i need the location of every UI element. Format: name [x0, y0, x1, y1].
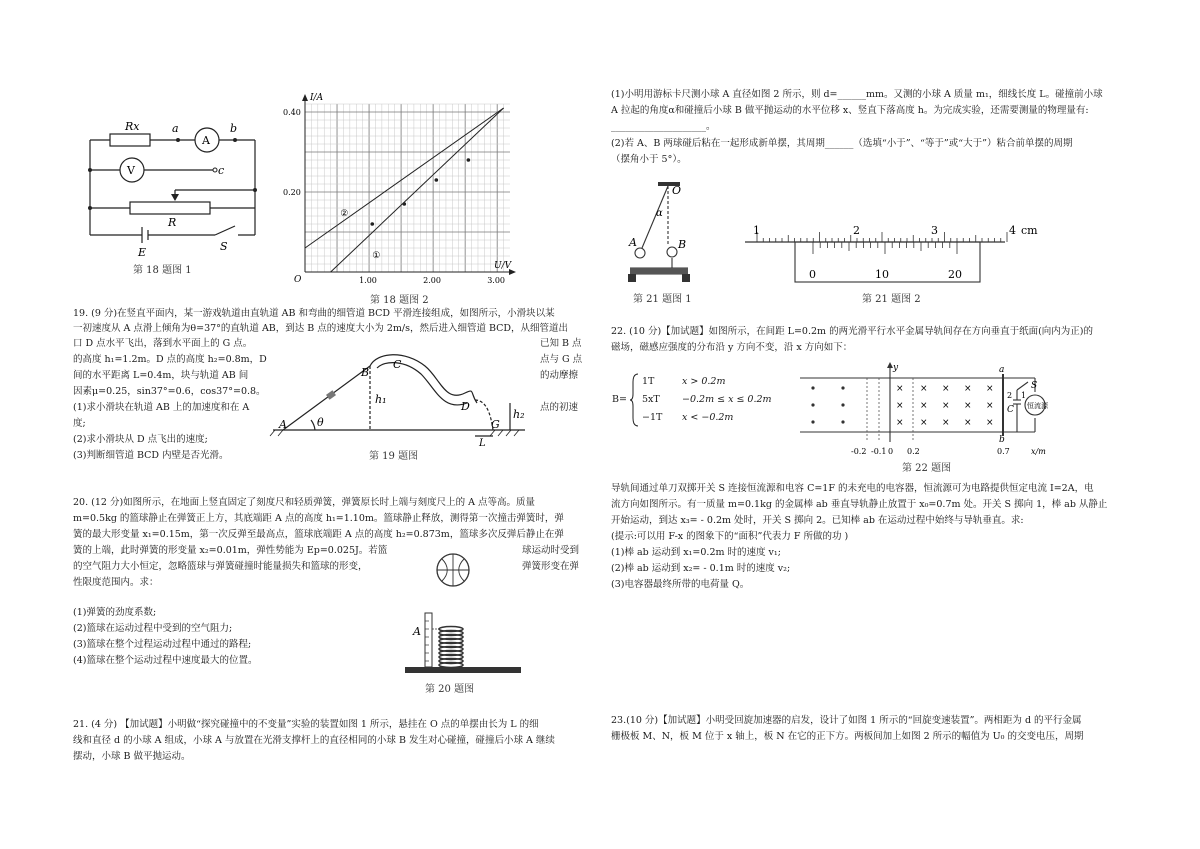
field-cross: ×	[920, 401, 928, 411]
fig19-label-b: B	[361, 366, 370, 379]
field-cross: ×	[986, 401, 994, 411]
fig22-tick-n01: -0.1	[871, 447, 887, 456]
field-cross: ×	[986, 418, 994, 428]
q19-line4: 的高度 h₁=1.2m。D 点的高度 h₂=0.8m，D	[73, 354, 267, 365]
label-ammeter: A	[202, 134, 210, 147]
label-r: R	[168, 216, 177, 229]
data-point	[370, 222, 374, 226]
fig21-label-a: A	[629, 236, 637, 249]
q19-line5-right: 的动摩擦	[540, 370, 579, 381]
q20-sub1: (1)弹簧的劲度系数;	[73, 607, 157, 618]
label-a: a	[172, 122, 179, 135]
fig22-rail-diagram	[795, 360, 1060, 460]
q20-sub3: (3)篮球在整个过程运动过程中通过的路程;	[73, 639, 252, 650]
series-line-2	[305, 108, 504, 248]
q20-line3: 簧的最大形变量 x₁=0.15m，第一次反弹至最高点，篮球底端距 A 点的高度 h₂=0.873m，篮球多次反弹后静止在弹	[73, 529, 564, 540]
q22-b-formula	[612, 372, 792, 428]
field-dot	[811, 403, 814, 406]
q20-line5-right: 弹簧形变在弹	[522, 561, 580, 572]
x-tick-label: 2.00	[423, 276, 441, 285]
fig21-pendulum-diagram	[618, 180, 708, 285]
q19-line3: 口 D 点水平飞出，落到水平面上的 G 点。	[73, 338, 253, 349]
main-scale-3: 3	[931, 224, 938, 237]
fig21-label-alpha: α	[656, 208, 663, 219]
series-1-label: ①	[372, 251, 381, 261]
q19-sub1: (1)求小滑块在轨道 AB 上的加速度和在 A	[73, 402, 250, 413]
fig22-caption: 第 22 题图	[902, 463, 952, 474]
q19-line1: 19. (9 分)在竖直平面内，某一游戏轨道由直轨道 AB 和弯曲的细管道 BCD 平滑连接组成，如图所示，小滑块以某	[73, 308, 555, 319]
y-tick-label: 0.20	[283, 188, 301, 197]
q22-line1: 22. (10 分)【加试题】如图所示，在间距 L=0.2m 的两光滑平行水平金属导轨间存在方向垂直于纸面(向内为正)的	[611, 326, 1093, 337]
label-c: c	[218, 164, 225, 177]
basketball-icon	[433, 550, 473, 590]
q19-line5: 间的水平距离 L=0.4m，块与轨道 AB 间	[73, 370, 249, 381]
label-b: b	[230, 122, 238, 135]
field-cross: ×	[896, 401, 904, 411]
fig19-label-c: C	[393, 358, 402, 371]
q23-line1: 23.(10 分)【加试题】小明受回旋加速器的启发，设计了如图 1 所示的“回旋变速装置”。两相距为 d 的平行金属	[611, 715, 1082, 726]
q21-line1: 21. (4 分) 【加试题】小明做“探究碰撞中的不变量”实验的装置如图 1 所示，悬挂在 O 点的单摆由长为 L 的细	[73, 719, 539, 730]
q21-line3: 摆动，小球 B 做平抛运动。	[73, 751, 191, 762]
case2-value: 5xT	[642, 394, 660, 405]
fig18-2-caption: 第 18 题图 2	[370, 295, 429, 306]
q22-p6: (2)棒 ab 运动到 x₂= - 0.1m 时的速度 v₂;	[611, 563, 791, 574]
q19-line3-right: 已知 B 点	[540, 338, 582, 349]
q21-r3: ____________________。	[611, 121, 716, 132]
q22-p1: 导轨间通过单刀双掷开关 S 连接恒流源和电容 C=1F 的未充电的电容器，恒流源可为电路提供恒定电流 I=2A，电	[611, 483, 1094, 494]
q22-p4: (提示:可以用 F-x 的图象下的“面积”代表力 F 所做的功 )	[611, 531, 849, 542]
case3-value: −1T	[642, 412, 663, 423]
q19-line4-right: 点与 G 点	[540, 354, 583, 365]
fig21-2-caption: 第 21 题图 2	[862, 294, 921, 305]
fig22-tick-02: 0.2	[907, 447, 920, 456]
q22-p3: 开始运动，到达 x₃= - 0.2m 处时，开关 S 掷向 2。已知棒 ab 在运动过程中始终与导轨垂直。求:	[611, 515, 1024, 526]
chart-ylabel: I/A	[310, 93, 324, 103]
fig22-label-2: 2	[1007, 391, 1013, 400]
main-scale-unit: cm	[1021, 224, 1038, 237]
q20-line1: 20. (12 分)如图所示，在地面上竖直固定了刻度尺和轻质弹簧，弹簧原长时上端与刻度尺上的 A 点等高。质量	[73, 497, 536, 508]
fig20-spring-diagram	[403, 605, 523, 677]
q21-r5: （摆角小于 5°）。	[611, 154, 687, 165]
fig20-caption: 第 20 题图	[425, 684, 475, 695]
fig21-label-o: O	[672, 184, 682, 197]
series-line-1	[331, 108, 504, 272]
fig22-label-x: x/m	[1031, 447, 1046, 456]
main-scale-2: 2	[853, 224, 860, 237]
fig21-label-b: B	[678, 238, 687, 251]
vernier-scale-0: 0	[809, 268, 816, 281]
vernier-scale-20: 20	[948, 268, 962, 281]
fig20-label-a: A	[413, 625, 421, 638]
y-tick-label: 0.40	[283, 108, 301, 117]
field-cross: ×	[942, 384, 950, 394]
field-cross: ×	[942, 401, 950, 411]
x-tick-label: 3.00	[487, 276, 505, 285]
main-scale-4: 4	[1009, 224, 1016, 237]
series-2-label: ②	[340, 209, 349, 219]
fig19-track-diagram	[265, 348, 537, 448]
fig22-label-y: y	[893, 363, 899, 373]
q19-sub1-right: 点的初速	[540, 402, 579, 413]
case1-cond: x > 0.2m	[682, 376, 726, 387]
q20-line5: 的空气阻力大小恒定，忽略篮球与弹簧碰撞时能量损失和篮球的形变，	[73, 561, 368, 572]
q19-sub3: (3)判断细管道 BCD 内壁是否光滑。	[73, 450, 229, 461]
q19-line2: 一初速度从 A 点滑上倾角为θ=37°的直轨道 AB，到达 B 点的速度大小为 2m/s，然后进入细管道 BCD，从细管道出	[73, 323, 569, 334]
fig22-tick-07: 0.7	[997, 447, 1010, 456]
field-cross: ×	[920, 384, 928, 394]
fig18-iu-chart	[282, 92, 522, 290]
field-cross: ×	[964, 418, 972, 428]
q20-line2: m=0.5kg 的篮球静止在弹簧正上方，其底端距 A 点的高度 h₁=1.10m。篮球静止释放，测得第一次撞击弹簧时，弹	[73, 513, 564, 524]
label-rx: Rx	[125, 120, 140, 133]
chart-xlabel: U/V	[494, 261, 512, 271]
field-cross: ×	[942, 418, 950, 428]
q21-r1: (1)小明用游标卡尺测小球 A 直径如图 2 所示，则 d=______mm。又测的小球 A 质量 m₁，细线长度 L。碰撞前小球	[611, 89, 1103, 100]
q22-p5: (1)棒 ab 运动到 x₁=0.2m 时的速度 v₁;	[611, 547, 781, 558]
case2-cond: −0.2m ≤ x ≤ 0.2m	[682, 394, 772, 405]
label-voltmeter: V	[127, 164, 135, 177]
q22-p2: 流方向如图所示。有一质量 m=0.1kg 的金属棒 ab 垂直导轨静止放置于 x₀=0.7m 处。开关 S 掷向 1，棒 ab 从静止	[611, 499, 1108, 510]
fig21-1-caption: 第 21 题图 1	[633, 294, 692, 305]
field-cross: ×	[896, 384, 904, 394]
case1-value: 1T	[642, 376, 655, 387]
main-scale-1: 1	[753, 224, 760, 237]
q20-line6: 性限度范围内。求：	[73, 577, 159, 588]
fig22-tick-0: 0	[888, 447, 894, 456]
q20-line4-right: 球运动时受到	[522, 545, 580, 556]
fig19-label-h1: h₁	[375, 393, 387, 406]
field-cross: ×	[920, 418, 928, 428]
q20-sub2: (2)篮球在运动过程中受到的空气阻力;	[73, 623, 233, 634]
q20-sub4: (4)篮球在整个运动过程中速度最大的位置。	[73, 655, 258, 666]
q22-line2: 磁场，磁感应强度的分布沿 y 方向不变，沿 x 方向如下：	[611, 342, 853, 353]
field-cross: ×	[986, 384, 994, 394]
fig19-caption: 第 19 题图	[369, 451, 419, 462]
field-cross: ×	[964, 384, 972, 394]
fig21-vernier-caliper	[745, 220, 1038, 286]
q19-sub1-cont: 度;	[73, 418, 86, 429]
field-cross: ×	[896, 418, 904, 428]
fig18-circuit-diagram	[80, 110, 270, 285]
q21-line2: 线和直径 d 的小球 A 组成，小球 A 与放置在光滑支撑杆上的直径相同的小球 B 发生对心碰撞，碰撞后小球 A 继续	[73, 735, 555, 746]
q19-sub2: (2)求小滑块从 D 点飞出的速度;	[73, 434, 208, 445]
field-dot	[841, 420, 844, 423]
fig18-1-caption: 第 18 题图 1	[133, 265, 192, 276]
fig19-label-d: D	[461, 400, 470, 413]
label-s: S	[220, 240, 228, 253]
field-dot	[811, 386, 814, 389]
field-dot	[841, 386, 844, 389]
fig19-label-a: A	[279, 418, 287, 431]
vernier-scale-10: 10	[875, 268, 889, 281]
fig22-label-source: 恒流源	[1027, 402, 1048, 410]
case3-cond: x < −0.2m	[682, 412, 734, 423]
fig22-label-1: 1	[1021, 391, 1027, 400]
fig19-label-h2: h₂	[513, 408, 525, 421]
fig19-label-theta: θ	[317, 416, 324, 429]
q20-line4: 簧的上端，此时弹簧的形变量 x₂=0.01m，弹性势能为 Ep=0.025J。若篮	[73, 545, 388, 556]
field-dot	[841, 403, 844, 406]
data-point	[467, 158, 471, 162]
q23-line2: 栅极板 M、N，板 M 位于 x 轴上，板 N 在它的正下方。两板间加上如图 2 所示的幅值为 U₀ 的交变电压，周期	[611, 731, 1084, 742]
fig19-label-l: L	[479, 438, 486, 449]
fig22-label-c: C	[1007, 405, 1014, 415]
brace-icon	[630, 372, 640, 428]
field-dot	[811, 420, 814, 423]
q19-line6: 因素μ=0.25，sin37°=0.6，cos37°=0.8。	[73, 386, 266, 397]
label-e: E	[138, 246, 147, 259]
fig19-label-g: G	[491, 418, 500, 431]
formula-lhs: B=	[612, 394, 627, 405]
chart-origin: O	[294, 275, 302, 285]
fig22-label-b: b	[999, 435, 1005, 445]
field-cross: ×	[964, 401, 972, 411]
q21-r2: A 拉起的角度α和碰撞后小球 B 做平抛运动的水平位移 x、竖直下落高度 h。为完成实验，还需要测量的物理量有:	[611, 105, 1089, 116]
fig22-tick-n02: -0.2	[851, 447, 867, 456]
data-point	[402, 202, 406, 206]
fig22-label-a: a	[999, 365, 1005, 375]
q22-p7: (3)电容器最终所带的电荷量 Q。	[611, 579, 750, 590]
fig22-label-s: S	[1031, 381, 1038, 391]
q21-r4: (2)若 A、B 两球碰后粘在一起形成新单摆，其周期______（选填“小于”、“等于”或“大于”）粘合前单摆的周期	[611, 138, 1073, 149]
x-tick-label: 1.00	[359, 276, 377, 285]
data-point	[435, 178, 439, 182]
